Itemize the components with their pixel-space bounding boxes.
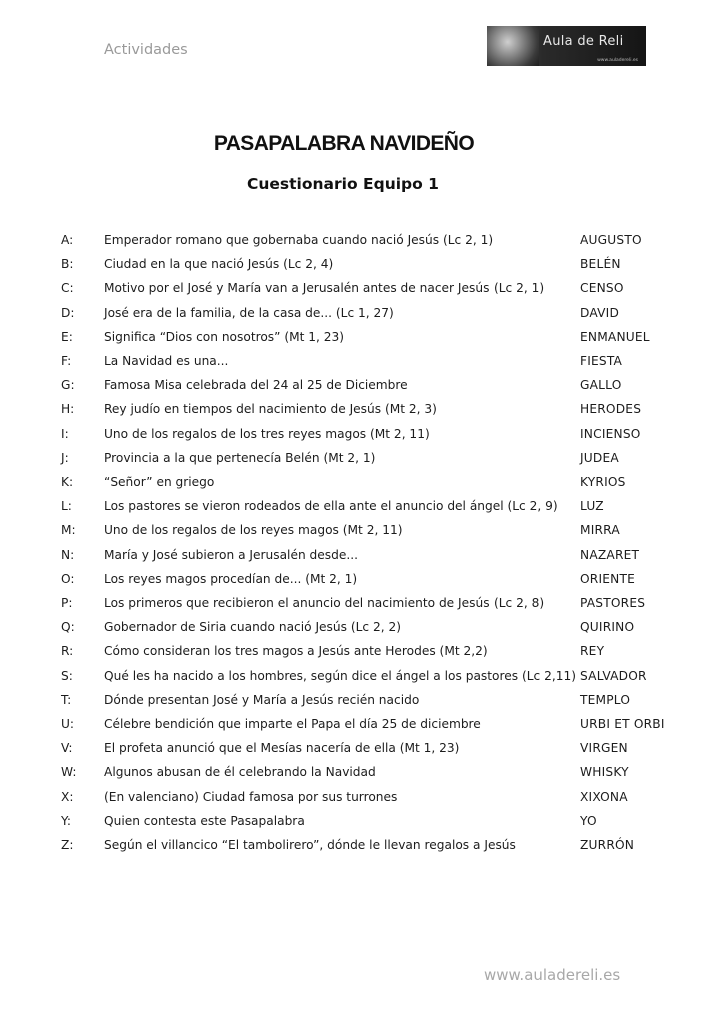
page-subtitle: Cuestionario Equipo 1	[247, 175, 439, 193]
question-row	[0, 593, 728, 613]
question-letter: K:	[61, 475, 74, 489]
question-letter: W:	[61, 765, 77, 780]
question-row	[0, 278, 728, 298]
question-row	[0, 472, 728, 492]
question-clue: Según el villancico “El tambolirero”, dónde le llevan regalos a Jesús	[104, 838, 516, 852]
question-answer: WHISKY	[580, 765, 629, 780]
site-logo	[487, 26, 646, 66]
question-answer: LUZ	[580, 499, 604, 514]
question-letter: H:	[61, 402, 75, 417]
question-letter: U:	[61, 717, 75, 731]
question-clue: Los reyes magos procedían de... (Mt 2, 1)	[104, 571, 358, 586]
question-clue: Los pastores se vieron rodeados de ella ante el anuncio del ángel (Lc 2, 9)	[104, 499, 558, 514]
footer-url: www.auladereli.es	[484, 966, 621, 984]
question-answer: ORIENTE	[580, 571, 636, 586]
header-label: Actividades	[104, 42, 188, 58]
question-clue: Provincia a la que pertenecía Belén (Mt 2, 1)	[104, 450, 376, 465]
question-clue: Algunos abusan de él celebrando la Navidad	[104, 765, 376, 780]
logo-text: Aula de Reli	[543, 34, 624, 49]
question-clue: Dónde presentan José y María a Jesús recién nacido	[104, 692, 420, 707]
question-clue: Rey judío en tiempos del nacimiento de Jesús (Mt 2, 3)	[104, 402, 437, 417]
question-answer: ENMANUEL	[580, 329, 650, 344]
question-clue: Célebre bendición que imparte el Papa el día 25 de diciembre	[104, 717, 481, 731]
question-letter: Y:	[61, 813, 71, 828]
question-letter: F:	[61, 354, 72, 368]
question-clue: Motivo por el José y María van a Jerusalén antes de nacer Jesús	[104, 281, 490, 296]
question-clue: Uno de los regalos de los tres reyes magos (Mt 2, 11)	[104, 426, 430, 441]
question-letter: X:	[61, 789, 74, 804]
question-letter: Z:	[61, 838, 74, 852]
question-row	[0, 835, 728, 855]
question-clue: Quien contesta este Pasapalabra	[104, 813, 305, 828]
question-clue: El profeta anunció que el Mesías nacería de ella (Mt 1, 23)	[104, 741, 460, 756]
question-row	[0, 254, 728, 274]
question-answer: XIXONA	[580, 789, 628, 804]
question-letter: C:	[61, 281, 74, 296]
question-row	[0, 690, 728, 710]
question-row	[0, 738, 728, 758]
question-answer: VIRGEN	[580, 741, 628, 756]
question-answer: INCIENSO	[580, 426, 641, 441]
question-letter: M:	[61, 523, 76, 538]
question-answer: DAVID	[580, 305, 620, 320]
question-letter: G:	[61, 378, 75, 393]
question-row	[0, 375, 728, 395]
question-answer: SALVADOR	[580, 668, 647, 683]
question-answer: HERODES	[580, 402, 642, 417]
question-row	[0, 448, 728, 468]
question-letter: V:	[61, 741, 73, 756]
question-clue: Gobernador de Siria cuando nació Jesús (Lc 2, 2)	[104, 620, 401, 635]
question-letter: R:	[61, 644, 74, 659]
question-answer: NAZARET	[580, 547, 640, 562]
question-letter: T:	[61, 692, 72, 707]
question-clue: Qué les ha nacido a los hombres, según dice el ángel a los pastores (Lc 2,11)	[104, 668, 576, 683]
question-row	[0, 811, 728, 831]
question-ref: (Lc 2, 1)	[494, 281, 545, 296]
question-clue: Emperador romano que gobernaba cuando nació Jesús (Lc 2, 1)	[104, 233, 494, 247]
question-row	[0, 641, 728, 661]
question-row	[0, 303, 728, 323]
question-row	[0, 666, 728, 686]
question-answer: KYRIOS	[580, 475, 626, 489]
page-title: PASAPALABRA NAVIDEÑO	[213, 132, 475, 155]
question-row	[0, 496, 728, 516]
question-row	[0, 714, 728, 734]
question-row	[0, 617, 728, 637]
question-letter: N:	[61, 547, 75, 562]
question-letter: O:	[61, 571, 75, 586]
question-row	[0, 762, 728, 782]
question-letter: L:	[61, 499, 72, 514]
question-row	[0, 351, 728, 371]
question-row	[0, 545, 728, 565]
question-letter: S:	[61, 668, 73, 683]
question-answer: QUIRINO	[580, 620, 635, 635]
question-row	[0, 327, 728, 347]
question-answer: REY	[580, 644, 605, 659]
question-clue: José era de la familia, de la casa de... (Lc 1, 27)	[104, 305, 394, 320]
question-answer: AUGUSTO	[580, 233, 642, 247]
question-answer: TEMPLO	[580, 692, 631, 707]
question-ref: (Lc 2, 8)	[494, 596, 545, 610]
question-clue: María y José subieron a Jerusalén desde...	[104, 547, 358, 562]
question-clue: Significa “Dios con nosotros” (Mt 1, 23)	[104, 329, 345, 344]
question-row	[0, 520, 728, 540]
question-answer: YO	[580, 813, 597, 828]
question-clue: (En valenciano) Ciudad famosa por sus turrones	[104, 789, 398, 804]
question-row	[0, 569, 728, 589]
question-clue: La Navidad es una...	[104, 354, 229, 368]
question-answer: BELÉN	[580, 257, 621, 272]
question-answer: URBI ET ORBI	[580, 717, 665, 731]
question-letter: E:	[61, 329, 73, 344]
question-letter: B:	[61, 257, 74, 272]
question-row	[0, 424, 728, 444]
question-row	[0, 230, 728, 250]
question-letter: D:	[61, 305, 75, 320]
question-clue: Uno de los regalos de los reyes magos (Mt 2, 11)	[104, 523, 403, 538]
question-letter: J:	[61, 450, 69, 465]
question-clue: Los primeros que recibieron el anuncio del nacimiento de Jesús	[104, 596, 490, 610]
question-answer: MIRRA	[580, 523, 620, 538]
logo-url: www.auladereli.es	[597, 58, 638, 63]
question-answer: GALLO	[580, 378, 622, 393]
question-answer: CENSO	[580, 281, 624, 296]
logo-photo	[487, 26, 539, 66]
question-letter: A:	[61, 233, 74, 247]
question-letter: P:	[61, 596, 73, 610]
question-row	[0, 399, 728, 419]
question-answer: PASTORES	[580, 596, 646, 610]
question-answer: JUDEA	[580, 450, 619, 465]
question-clue: Ciudad en la que nació Jesús (Lc 2, 4)	[104, 257, 334, 272]
question-answer: ZURRÓN	[580, 838, 635, 852]
question-clue: “Señor” en griego	[104, 475, 215, 489]
question-clue: Famosa Misa celebrada del 24 al 25 de Diciembre	[104, 378, 408, 393]
question-letter: Q:	[61, 620, 75, 635]
question-letter: I:	[61, 426, 69, 441]
question-answer: FIESTA	[580, 354, 623, 368]
question-row	[0, 787, 728, 807]
question-clue: Cómo consideran los tres magos a Jesús ante Herodes (Mt 2,2)	[104, 644, 488, 659]
